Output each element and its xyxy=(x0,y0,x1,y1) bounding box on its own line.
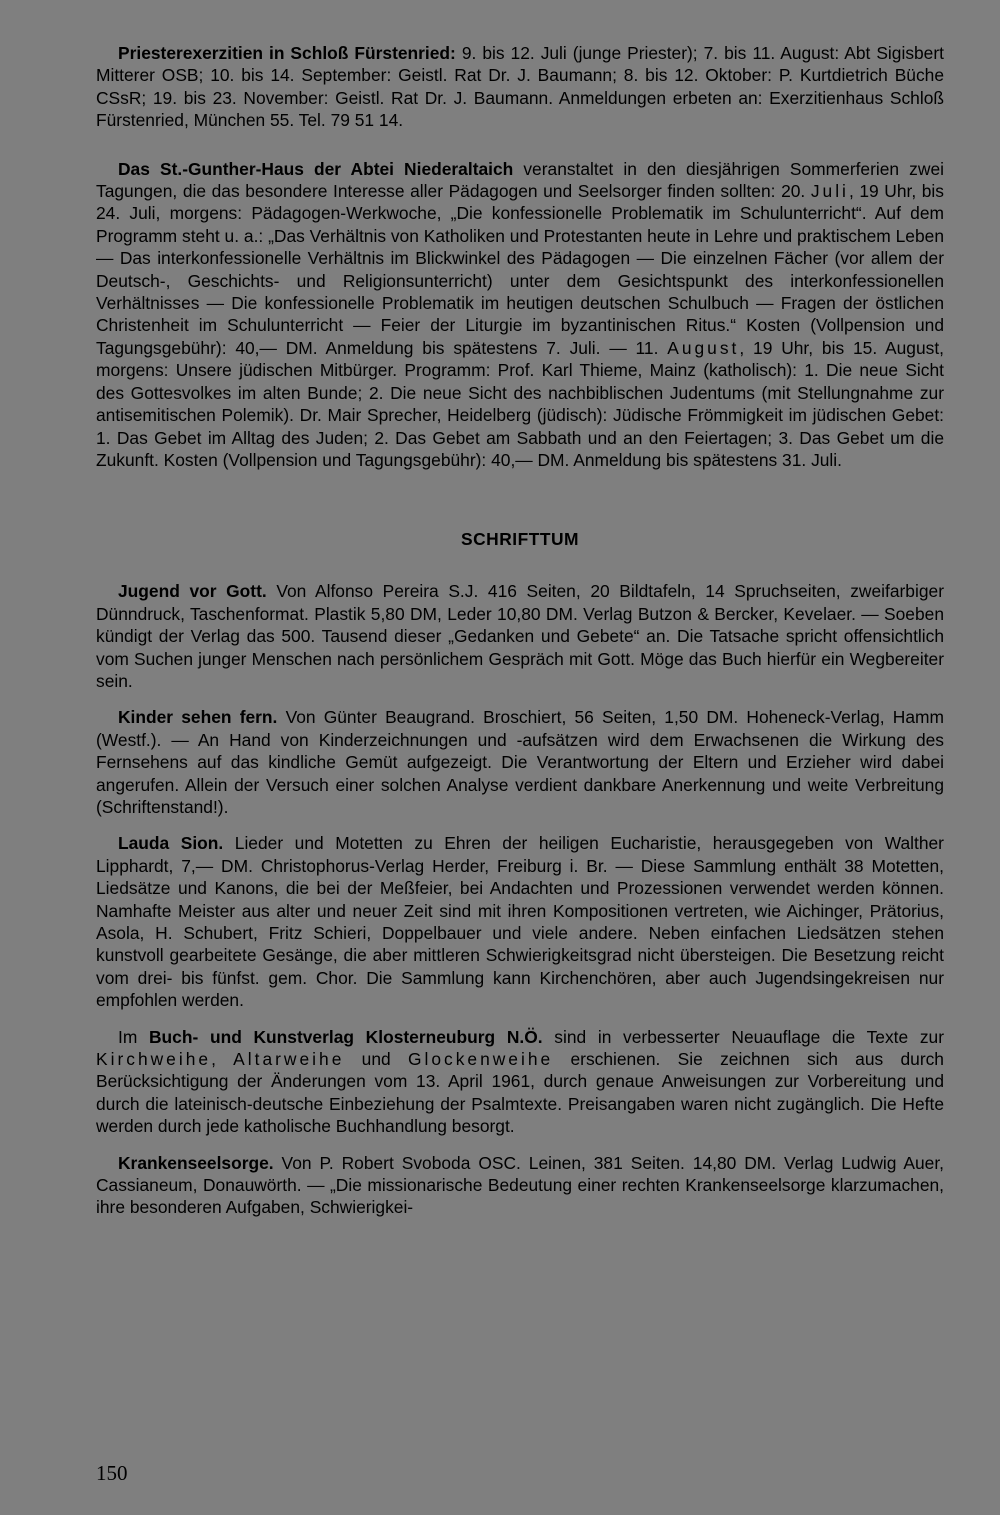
spaced-word: Altarweihe xyxy=(233,1049,345,1070)
announcement-gunther-haus xyxy=(96,158,944,472)
spaced-word: August xyxy=(667,337,740,358)
review-title: Krankenseelsorge. xyxy=(118,1152,274,1173)
spaced-word: Kirchweihe xyxy=(96,1049,212,1070)
review-text: , xyxy=(211,1049,234,1070)
announcement-text: 9. bis 12. Juli (junge Priester); 7. bis 11. August: Abt Sigisbert Mitterer OSB; 10. bis 14. September: Geistl. Rat Dr. J. Baumann; 8. bis 12. Oktober: P. Kurtdietrich Büche CSsR; 19. bis 23. November: Geistl. Rat Dr. J. Baumann. Anmeldungen erbeten an: Exerzitienhaus Schloß Fürstenried, München 55. Tel. 79 51 14. xyxy=(96,43,944,131)
review-item xyxy=(96,580,944,692)
review-text: erschienen. Sie zeichnen sich aus durch Berücksichtigung der Änderungen vom 13. April 1961, durch genaue Anweisungen zur Vorbereitung und durch die lateinisch-deutsche Einbeziehung der Psalmtexte. Preisangaben waren nicht zugänglich. Die Hefte werden durch jede katholische Buchhandlung besorgt. xyxy=(96,1049,944,1137)
review-text: Von Alfonso Pereira S.J. 416 Seiten, 20 Bildtafeln, 14 Spruchseiten, zweifarbiger Dünndruck, Taschenformat. Plastik 5,80 DM, Leder 10,80 DM. Verlag Butzon & Bercker, Kevelaer. — Soeben kündigt der Verlag das 500. Tausend dieser „Gedanken und Gebete“ an. Die Tatsache spricht offensichtlich vom Suchen junger Menschen nach persönlichem Gespräch mit Gott. Möge das Buch hierfür ein Wegbereiter sein. xyxy=(96,581,944,691)
review-text: Lieder und Motetten zu Ehren der heiligen Eucharistie, herausgegeben von Walther Lipphardt, 7,— DM. Christophorus-Verlag Herder, Freiburg i. Br. — Diese Sammlung enthält 38 Motetten, Liedsätze und Kanons, die bei der Meßfeier, bei Andachten und Prozessionen verwendet werden können. Namhafte Meister aus alter und neuer Zeit sind mit ihren Kompositionen vertreten, wie Aichinger, Prätorius, Asola, H. Schubert, Fritz Schieri, Doppelbauer und viele andere. Neben einfachen Liedsätzen stehen kunstvoll gearbeitete Gesänge, die aber mittleren Schwierigkeitsgrad nicht übersteigen. Die Besetzung reicht vom drei- bis fünfst. gem. Chor. Die Sammlung kann Kirchenchören, aber auch Jugendsingekreisen nur empfohlen werden. xyxy=(96,833,944,1011)
review-item xyxy=(96,1152,944,1219)
review-text: und xyxy=(344,1049,408,1070)
spaced-word: Glockenweihe xyxy=(407,1049,554,1070)
review-item xyxy=(96,706,944,818)
announcement-text: , 19 Uhr, bis 15. August, morgens: Unsere jüdischen Mitbürger. Programm: Prof. Karl Thieme, Mainz (katholisch): 1. Die neue Sicht des Gottesvolkes im alten Bunde; 2. Die neue Sicht des nachbiblischen Judentums (mit Stellungnahme zur antisemitischen Polemik). Dr. Mair Sprecher, Heidelberg (jüdisch): Jüdische Frömmigkeit im jüdischen Gebet: 1. Das Gebet im Alltag des Juden; 2. Das Gebet am Sabbath und an den Feiertagen; 3. Das Gebet um die Zukunft. Kosten (Vollpension und Tagungsgebühr): 40,— DM. Anmeldung bis spätestens 31. Juli. xyxy=(96,337,944,470)
review-title: Lauda Sion. xyxy=(118,833,224,854)
page-number: 150 xyxy=(96,1461,128,1485)
review-item xyxy=(96,1026,944,1138)
spaced-word: Juli xyxy=(810,181,849,202)
review-title: Kinder sehen fern. xyxy=(118,707,278,728)
announcement-exerzitien xyxy=(96,42,944,132)
announcement-lead: Das St.-Gunther-Haus der Abtei Niederaltaich xyxy=(118,158,514,179)
announcement-lead: Priesterexerzitien in Schloß Fürstenried: xyxy=(118,43,456,63)
review-prefix: Im xyxy=(118,1026,149,1047)
section-heading: SCHRIFTTUM xyxy=(460,529,580,550)
review-text: Von Günter Beaugrand. Broschiert, 56 Seiten, 1,50 DM. Hoheneck-Verlag, Hamm (Westf.). — An Hand von Kinderzeichnungen und -aufsätzen wird dem Erwachsenen die Wirkung des Fernsehens auf das kindliche Gemüt aufgezeigt. Die Verantwortung der Eltern und Erzieher wird dabei angerufen. Allein der Versuch einer solchen Analyse verdient dankbare Anerkennung und weite Verbreitung (Schriftenstand!). xyxy=(96,707,945,817)
review-item xyxy=(96,832,944,1011)
review-title: Buch- und Kunstverlag Klosterneuburg N.Ö. xyxy=(149,1026,543,1047)
announcement-text: veranstaltet in den diesjährigen Sommerferien zwei Tagungen, die das besondere Interesse aller Pädagogen und Seelsorger finden sollten: 20. xyxy=(96,158,944,202)
section-heading-wrap xyxy=(96,528,944,550)
review-text: Von P. Robert Svoboda OSC. Leinen, 381 Seiten. 14,80 DM. Verlag Ludwig Auer, Cassianeum, Donauwörth. — „Die missionarische Bedeutung einer rechten Krankenseelsorge klarzumachen, ihre besonderen Aufgaben, Schwierigkei- xyxy=(96,1152,944,1218)
announcement-text: , 19 Uhr, bis 24. Juli, morgens: Pädagogen-Werkwoche, „Die konfessionelle Problematik im Schulunterricht“. Auf dem Programm steht u. a.: „Das Verhältnis von Katholiken und Protestanten heute in Lehre und praktischem Leben — Das interkonfessionelle Verhältnis im Blickwinkel des Pädagogen — Die einzelnen Fächer (vor allem der Deutsch-, Geschichts- und Religionsunterricht) unter dem Gesichtspunkt des interkonfessionellen Verhältnisses — Die konfessionelle Problematik im heutigen deutschen Schulbuch — Fragen der östlichen Christenheit im Schulunterricht — Feier der Liturgie im byzantinischen Ritus.“ Kosten (Vollpension und Tagungsgebühr): 40,— DM. Anmeldung bis spätestens 7. Juli. — 11. xyxy=(96,181,944,358)
review-text: sind in verbesserter Neuauflage die Texte zur xyxy=(542,1026,944,1047)
review-title: Jugend vor Gott. xyxy=(118,581,267,602)
